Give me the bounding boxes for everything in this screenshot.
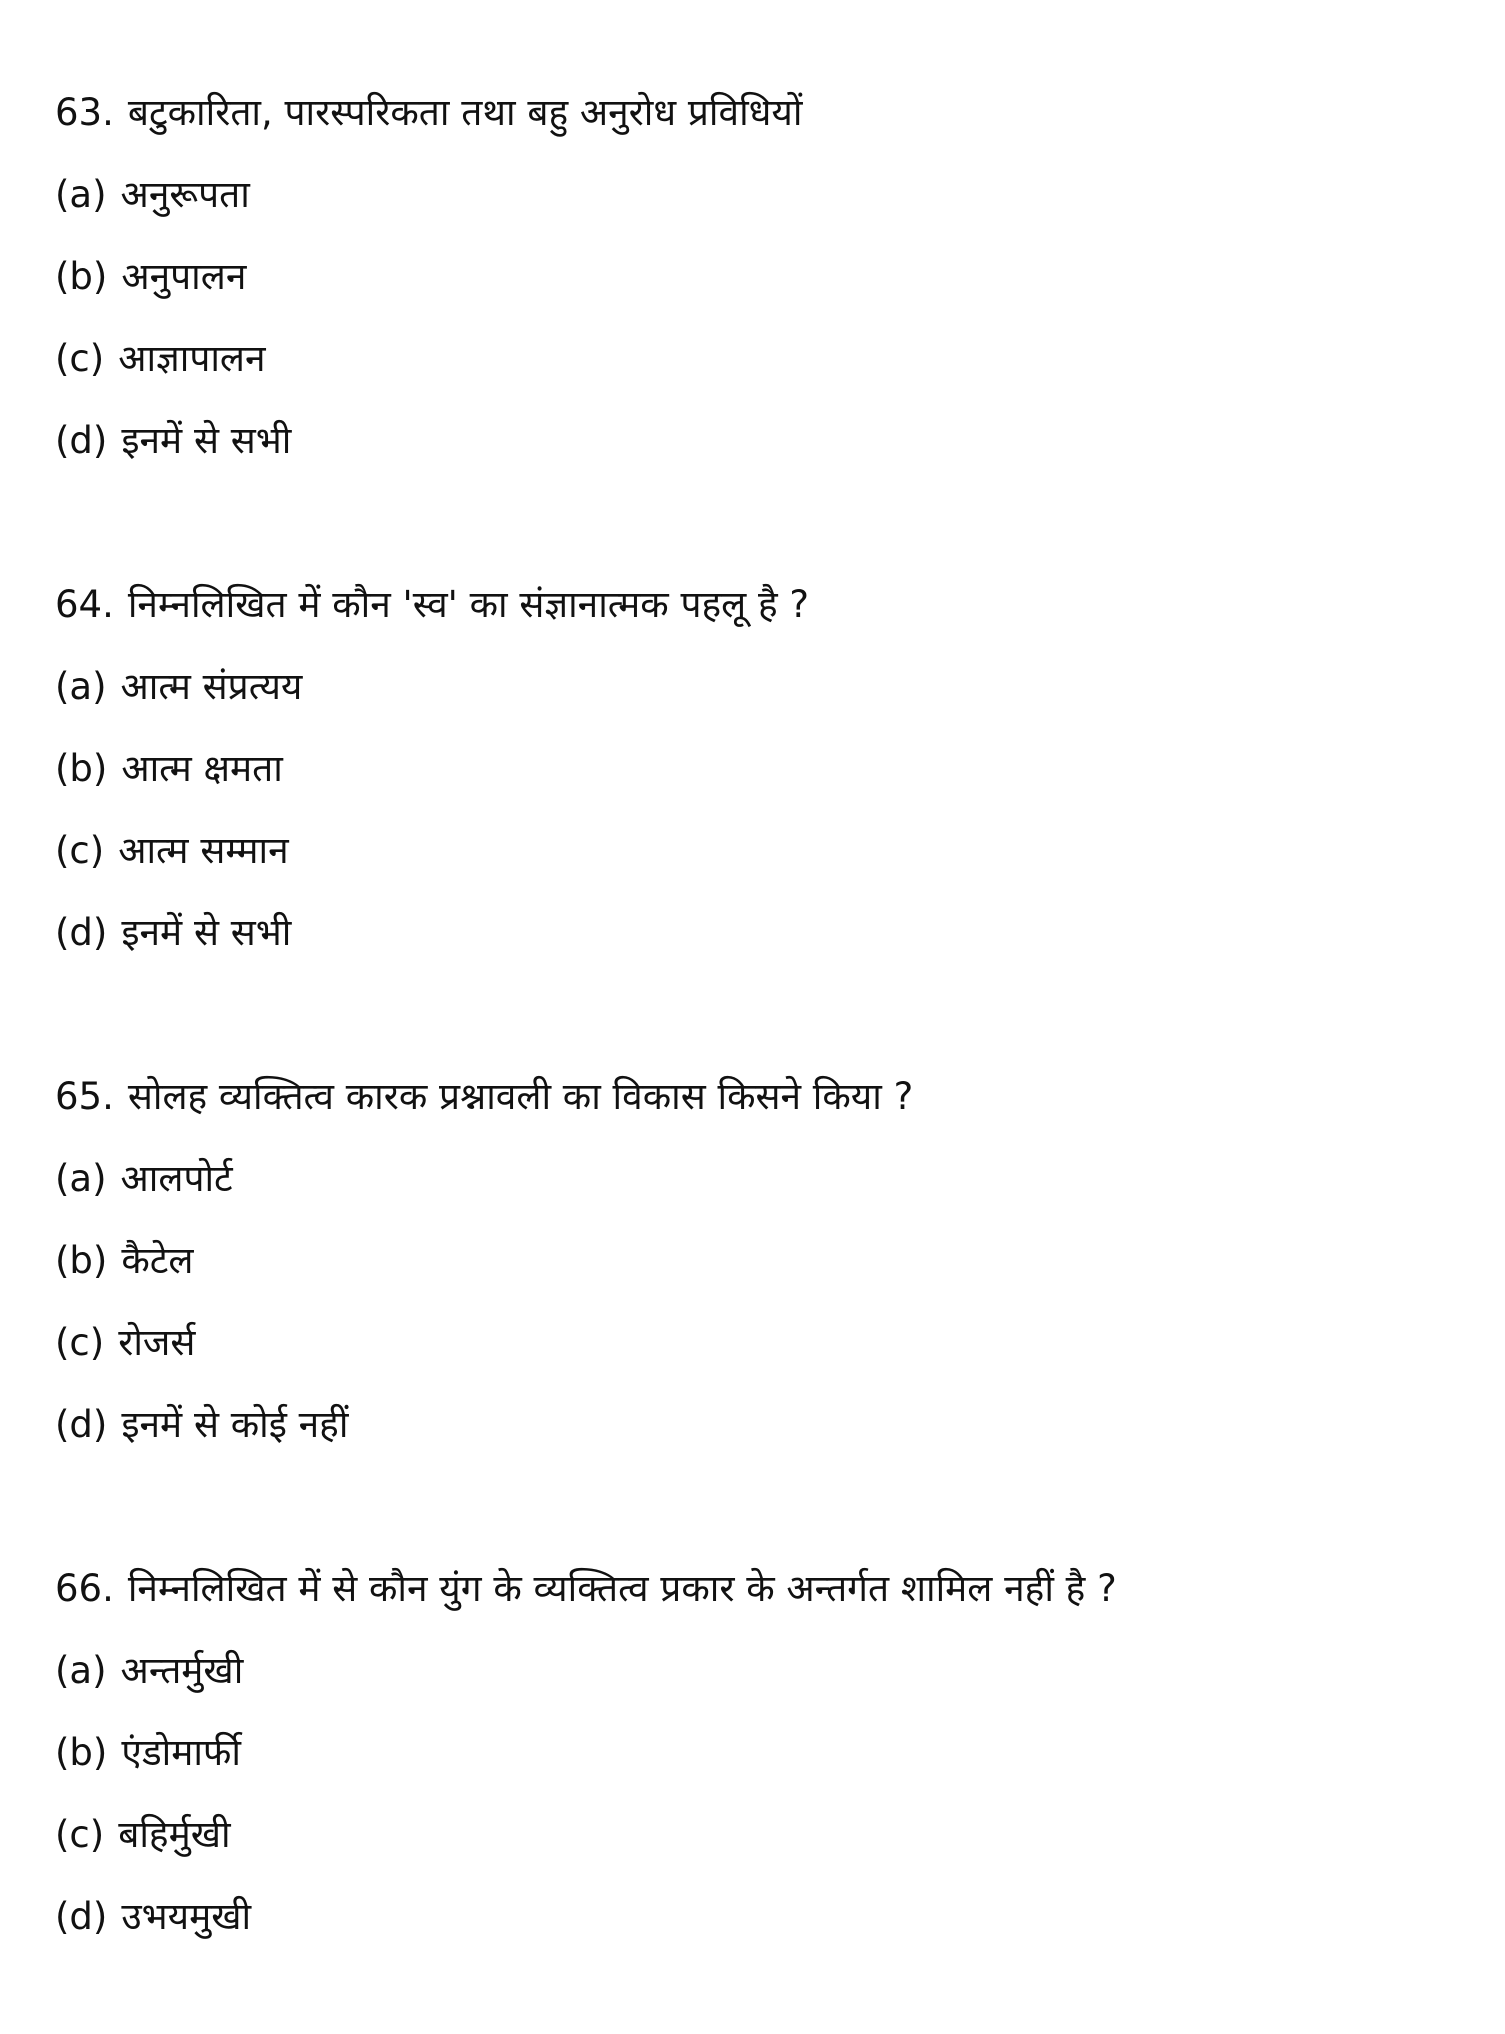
- question-stem: [55, 1548, 1475, 1630]
- question-stem: [55, 1056, 1475, 1138]
- option-text: आलपोर्ट: [120, 1157, 233, 1200]
- option-letter: (d): [55, 911, 108, 954]
- option-text: कैटेल: [121, 1239, 194, 1282]
- question-stem: [55, 72, 1475, 154]
- option-d: [55, 400, 1475, 482]
- option-letter: (a): [55, 1157, 107, 1200]
- option-d: [55, 1384, 1475, 1466]
- option-text: अन्तर्मुखी: [120, 1649, 244, 1692]
- option-text: आज्ञापालन: [118, 337, 266, 380]
- option-d: [55, 892, 1475, 974]
- option-letter: (b): [55, 747, 108, 790]
- option-b: [55, 728, 1475, 810]
- option-letter: (c): [55, 337, 105, 380]
- question-number: 63.: [55, 91, 114, 134]
- option-letter: (d): [55, 1895, 108, 1938]
- option-letter: (b): [55, 1239, 108, 1282]
- option-c: [55, 810, 1475, 892]
- option-a: [55, 1138, 1475, 1220]
- question-text: बटुकारिता, पारस्परिकता तथा बहु अनुरोध प्रविधियों: [127, 91, 803, 134]
- option-letter: (c): [55, 1321, 105, 1364]
- option-a: [55, 1630, 1475, 1712]
- option-text: इनमें से सभी: [121, 911, 292, 954]
- option-b: [55, 236, 1475, 318]
- option-text: इनमें से सभी: [121, 419, 292, 462]
- question-block: [55, 1548, 1475, 1958]
- option-c: [55, 1794, 1475, 1876]
- question-text: निम्नलिखित में से कौन युंग के व्यक्तित्व प्रकार के अन्तर्गत शामिल नहीं है ?: [127, 1567, 1117, 1610]
- option-letter: (a): [55, 1649, 107, 1692]
- option-letter: (a): [55, 173, 107, 216]
- question-text: सोलह व्यक्तित्व कारक प्रश्नावली का विकास किसने किया ?: [127, 1075, 914, 1118]
- option-text: इनमें से कोई नहीं: [121, 1403, 349, 1446]
- option-b: [55, 1220, 1475, 1302]
- question-number: 66.: [55, 1567, 114, 1610]
- option-letter: (d): [55, 1403, 108, 1446]
- option-letter: (c): [55, 1813, 105, 1856]
- option-text: उभयमुखी: [121, 1895, 252, 1938]
- question-block: [55, 72, 1475, 482]
- option-text: एंडोमार्फी: [121, 1731, 242, 1774]
- question-block: [55, 564, 1475, 974]
- option-c: [55, 1302, 1475, 1384]
- option-text: आत्म सम्मान: [118, 829, 289, 872]
- question-number: 65.: [55, 1075, 114, 1118]
- option-text: अनुपालन: [121, 255, 247, 298]
- option-text: आत्म क्षमता: [121, 747, 283, 790]
- option-a: [55, 154, 1475, 236]
- option-letter: (d): [55, 419, 108, 462]
- option-a: [55, 646, 1475, 728]
- question-stem: [55, 564, 1475, 646]
- option-text: रोजर्स: [118, 1321, 196, 1364]
- option-text: बहिर्मुखी: [118, 1813, 231, 1856]
- option-d: [55, 1876, 1475, 1958]
- option-text: अनुरूपता: [120, 173, 250, 216]
- question-text: निम्नलिखित में कौन 'स्व' का संज्ञानात्मक पहलू है ?: [127, 583, 810, 626]
- option-c: [55, 318, 1475, 400]
- option-letter: (b): [55, 255, 108, 298]
- question-number: 64.: [55, 583, 114, 626]
- option-b: [55, 1712, 1475, 1794]
- option-text: आत्म संप्रत्यय: [120, 665, 303, 708]
- option-letter: (a): [55, 665, 107, 708]
- question-block: [55, 1056, 1475, 1466]
- option-letter: (b): [55, 1731, 108, 1774]
- option-letter: (c): [55, 829, 105, 872]
